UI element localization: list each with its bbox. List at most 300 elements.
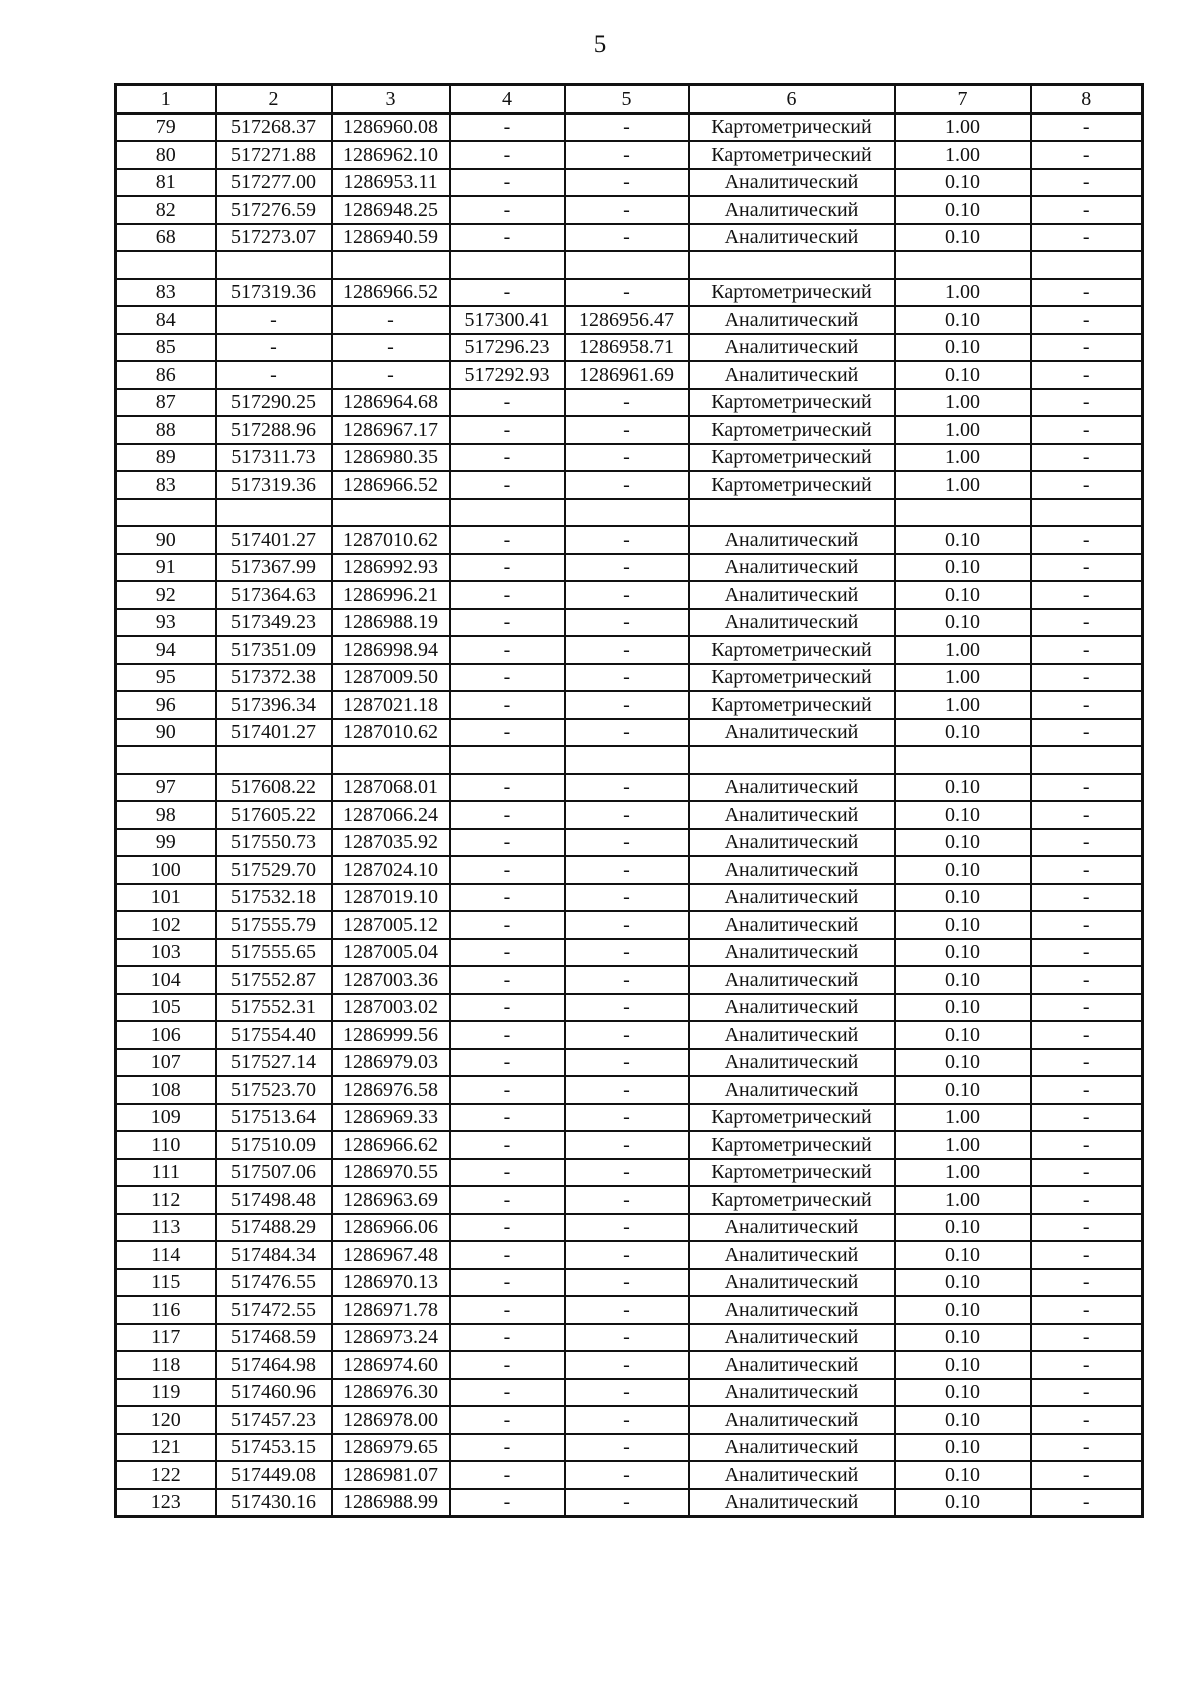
cell-point-number: 110 xyxy=(116,1131,216,1159)
cell-existing-x: 517364.63 xyxy=(216,581,332,609)
cell-existing-y: 1287005.12 xyxy=(332,911,450,939)
cell-method: Аналитический xyxy=(689,1296,895,1324)
cell-existing-y: 1286966.06 xyxy=(332,1214,450,1242)
cell-description: - xyxy=(1031,1324,1143,1352)
cell-method: Аналитический xyxy=(689,1269,895,1297)
cell-method: Аналитический xyxy=(689,1324,895,1352)
cell-existing-x: 517523.70 xyxy=(216,1076,332,1104)
table-row xyxy=(116,334,1143,362)
table-row xyxy=(116,1351,1143,1379)
table-row xyxy=(116,306,1143,334)
cell-accuracy: 1.00 xyxy=(895,691,1031,719)
column-header-2: 2 xyxy=(216,85,332,114)
cell-existing-y: 1286998.94 xyxy=(332,636,450,664)
table-row xyxy=(116,774,1143,802)
cell-new-y: - xyxy=(565,636,689,664)
cell-existing-y: 1286979.03 xyxy=(332,1049,450,1077)
cell-accuracy: 0.10 xyxy=(895,1434,1031,1462)
cell-description: - xyxy=(1031,911,1143,939)
cell-method: Аналитический xyxy=(689,801,895,829)
cell-description: - xyxy=(1031,1434,1143,1462)
cell-accuracy: 0.10 xyxy=(895,196,1031,224)
cell-description: - xyxy=(1031,994,1143,1022)
cell-point-number: 89 xyxy=(116,444,216,472)
cell-new-x: - xyxy=(450,196,565,224)
table-row-separator xyxy=(116,499,1143,527)
cell-accuracy xyxy=(895,746,1031,774)
table-row xyxy=(116,169,1143,197)
cell-accuracy: 0.10 xyxy=(895,334,1031,362)
cell-new-x: - xyxy=(450,1461,565,1489)
cell-new-y: - xyxy=(565,1461,689,1489)
cell-point-number: 112 xyxy=(116,1186,216,1214)
cell-point-number: 113 xyxy=(116,1214,216,1242)
cell-method: Аналитический xyxy=(689,1076,895,1104)
cell-new-x: - xyxy=(450,1131,565,1159)
cell-existing-y: 1287005.04 xyxy=(332,939,450,967)
cell-method xyxy=(689,251,895,279)
cell-new-y: - xyxy=(565,169,689,197)
cell-new-x: - xyxy=(450,554,565,582)
cell-new-x: - xyxy=(450,994,565,1022)
cell-point-number: 87 xyxy=(116,389,216,417)
cell-existing-x: 517453.15 xyxy=(216,1434,332,1462)
cell-accuracy: 0.10 xyxy=(895,1461,1031,1489)
table-row xyxy=(116,966,1143,994)
cell-existing-x: 517460.96 xyxy=(216,1379,332,1407)
cell-existing-x: 517271.88 xyxy=(216,141,332,169)
cell-method: Аналитический xyxy=(689,609,895,637)
cell-method: Аналитический xyxy=(689,939,895,967)
cell-point-number: 88 xyxy=(116,416,216,444)
cell-description: - xyxy=(1031,444,1143,472)
cell-method: Аналитический xyxy=(689,1351,895,1379)
cell-accuracy: 0.10 xyxy=(895,1296,1031,1324)
cell-new-x: - xyxy=(450,141,565,169)
cell-new-y: - xyxy=(565,856,689,884)
cell-new-y: - xyxy=(565,1049,689,1077)
cell-point-number xyxy=(116,746,216,774)
cell-accuracy: 0.10 xyxy=(895,1379,1031,1407)
cell-accuracy: 1.00 xyxy=(895,471,1031,499)
table-row xyxy=(116,416,1143,444)
cell-method: Аналитический xyxy=(689,581,895,609)
cell-existing-y: 1286966.52 xyxy=(332,279,450,307)
cell-new-x: - xyxy=(450,113,565,141)
cell-method: Аналитический xyxy=(689,911,895,939)
cell-method: Аналитический xyxy=(689,966,895,994)
cell-new-x: - xyxy=(450,1324,565,1352)
cell-existing-y: 1286973.24 xyxy=(332,1324,450,1352)
cell-method: Аналитический xyxy=(689,361,895,389)
cell-point-number: 117 xyxy=(116,1324,216,1352)
cell-point-number: 104 xyxy=(116,966,216,994)
cell-method: Картометрический xyxy=(689,1104,895,1132)
cell-existing-x: 517288.96 xyxy=(216,416,332,444)
cell-accuracy: 1.00 xyxy=(895,664,1031,692)
cell-method: Картометрический xyxy=(689,1186,895,1214)
cell-point-number: 120 xyxy=(116,1406,216,1434)
cell-point-number: 101 xyxy=(116,884,216,912)
cell-accuracy: 0.10 xyxy=(895,911,1031,939)
cell-existing-y: 1287021.18 xyxy=(332,691,450,719)
cell-new-x: - xyxy=(450,1296,565,1324)
cell-description: - xyxy=(1031,1269,1143,1297)
cell-accuracy: 0.10 xyxy=(895,1214,1031,1242)
cell-new-y: - xyxy=(565,526,689,554)
cell-method: Аналитический xyxy=(689,554,895,582)
cell-description: - xyxy=(1031,113,1143,141)
cell-existing-y: 1287010.62 xyxy=(332,526,450,554)
cell-method xyxy=(689,746,895,774)
cell-new-x: - xyxy=(450,1076,565,1104)
cell-method: Картометрический xyxy=(689,471,895,499)
cell-existing-x: 517472.55 xyxy=(216,1296,332,1324)
cell-description: - xyxy=(1031,1159,1143,1187)
cell-new-x: - xyxy=(450,911,565,939)
table-row xyxy=(116,884,1143,912)
cell-new-y: - xyxy=(565,829,689,857)
cell-method: Аналитический xyxy=(689,1461,895,1489)
cell-method xyxy=(689,499,895,527)
cell-existing-x xyxy=(216,499,332,527)
cell-accuracy: 0.10 xyxy=(895,994,1031,1022)
cell-new-x: - xyxy=(450,416,565,444)
cell-point-number: 95 xyxy=(116,664,216,692)
page-number: 5 xyxy=(593,31,607,58)
cell-existing-x: 517507.06 xyxy=(216,1159,332,1187)
cell-existing-y: 1286940.59 xyxy=(332,224,450,252)
cell-new-y xyxy=(565,251,689,279)
cell-description: - xyxy=(1031,471,1143,499)
table-row xyxy=(116,1049,1143,1077)
cell-description xyxy=(1031,499,1143,527)
cell-new-y: 1286961.69 xyxy=(565,361,689,389)
cell-point-number: 93 xyxy=(116,609,216,637)
cell-method: Аналитический xyxy=(689,884,895,912)
cell-new-y: - xyxy=(565,113,689,141)
cell-description: - xyxy=(1031,1241,1143,1269)
cell-description: - xyxy=(1031,224,1143,252)
cell-point-number: 86 xyxy=(116,361,216,389)
cell-accuracy: 1.00 xyxy=(895,1159,1031,1187)
cell-accuracy: 0.10 xyxy=(895,1269,1031,1297)
cell-point-number: 99 xyxy=(116,829,216,857)
cell-existing-x: 517449.08 xyxy=(216,1461,332,1489)
cell-method: Аналитический xyxy=(689,1021,895,1049)
cell-description: - xyxy=(1031,334,1143,362)
cell-accuracy: 1.00 xyxy=(895,416,1031,444)
cell-new-x: - xyxy=(450,526,565,554)
cell-existing-y: 1286971.78 xyxy=(332,1296,450,1324)
cell-new-x: - xyxy=(450,224,565,252)
cell-existing-y: 1287009.50 xyxy=(332,664,450,692)
table-row xyxy=(116,801,1143,829)
cell-new-y: - xyxy=(565,1186,689,1214)
cell-existing-x: 517468.59 xyxy=(216,1324,332,1352)
cell-existing-x: 517430.16 xyxy=(216,1489,332,1517)
cell-new-y: - xyxy=(565,554,689,582)
cell-description: - xyxy=(1031,939,1143,967)
cell-description: - xyxy=(1031,1379,1143,1407)
cell-point-number: 122 xyxy=(116,1461,216,1489)
cell-new-x: - xyxy=(450,1351,565,1379)
cell-new-x: - xyxy=(450,1434,565,1462)
cell-new-x: - xyxy=(450,279,565,307)
cell-new-x: - xyxy=(450,1406,565,1434)
table-row xyxy=(116,1104,1143,1132)
cell-new-x: - xyxy=(450,1214,565,1242)
cell-new-y: - xyxy=(565,966,689,994)
cell-accuracy: 1.00 xyxy=(895,279,1031,307)
cell-new-y: - xyxy=(565,719,689,747)
cell-method: Аналитический xyxy=(689,1489,895,1517)
cell-existing-y: 1286992.93 xyxy=(332,554,450,582)
cell-existing-y: 1286980.35 xyxy=(332,444,450,472)
cell-existing-y: 1286966.62 xyxy=(332,1131,450,1159)
cell-method: Аналитический xyxy=(689,306,895,334)
cell-existing-y: 1286970.13 xyxy=(332,1269,450,1297)
cell-point-number: 114 xyxy=(116,1241,216,1269)
table-row xyxy=(116,444,1143,472)
table-row xyxy=(116,939,1143,967)
cell-description: - xyxy=(1031,306,1143,334)
cell-existing-y: - xyxy=(332,306,450,334)
table-row xyxy=(116,389,1143,417)
cell-existing-x: 517605.22 xyxy=(216,801,332,829)
cell-existing-x: - xyxy=(216,361,332,389)
table-row xyxy=(116,1296,1143,1324)
cell-point-number: 96 xyxy=(116,691,216,719)
cell-description xyxy=(1031,746,1143,774)
cell-accuracy: 0.10 xyxy=(895,939,1031,967)
cell-accuracy: 0.10 xyxy=(895,1241,1031,1269)
cell-accuracy: 1.00 xyxy=(895,389,1031,417)
cell-new-y: - xyxy=(565,994,689,1022)
cell-new-y: - xyxy=(565,664,689,692)
cell-existing-y: 1287024.10 xyxy=(332,856,450,884)
cell-point-number: 90 xyxy=(116,526,216,554)
cell-new-x: - xyxy=(450,691,565,719)
cell-existing-x: 517532.18 xyxy=(216,884,332,912)
cell-new-y: - xyxy=(565,691,689,719)
cell-existing-x: 517277.00 xyxy=(216,169,332,197)
cell-new-x: - xyxy=(450,1104,565,1132)
table-row xyxy=(116,994,1143,1022)
cell-existing-y: 1286963.69 xyxy=(332,1186,450,1214)
cell-point-number: 115 xyxy=(116,1269,216,1297)
table-row xyxy=(116,1434,1143,1462)
table-row xyxy=(116,911,1143,939)
cell-new-x: - xyxy=(450,664,565,692)
cell-accuracy: 0.10 xyxy=(895,1489,1031,1517)
cell-method: Картометрический xyxy=(689,1131,895,1159)
cell-accuracy: 1.00 xyxy=(895,444,1031,472)
cell-point-number: 102 xyxy=(116,911,216,939)
cell-point-number: 108 xyxy=(116,1076,216,1104)
cell-existing-x: 517401.27 xyxy=(216,526,332,554)
cell-new-y: - xyxy=(565,444,689,472)
cell-existing-y: 1286967.17 xyxy=(332,416,450,444)
cell-method: Аналитический xyxy=(689,1434,895,1462)
cell-accuracy: 0.10 xyxy=(895,719,1031,747)
cell-existing-x: 517319.36 xyxy=(216,471,332,499)
cell-description: - xyxy=(1031,691,1143,719)
cell-accuracy: 0.10 xyxy=(895,801,1031,829)
cell-existing-x: 517311.73 xyxy=(216,444,332,472)
cell-new-x: - xyxy=(450,1269,565,1297)
cell-accuracy xyxy=(895,251,1031,279)
table-row xyxy=(116,1021,1143,1049)
cell-new-y: - xyxy=(565,1489,689,1517)
cell-existing-y: 1286964.68 xyxy=(332,389,450,417)
cell-new-y: - xyxy=(565,389,689,417)
cell-new-x: - xyxy=(450,389,565,417)
cell-point-number: 123 xyxy=(116,1489,216,1517)
cell-point-number: 81 xyxy=(116,169,216,197)
cell-existing-x: 517552.87 xyxy=(216,966,332,994)
cell-new-x: - xyxy=(450,719,565,747)
cell-existing-y: 1287068.01 xyxy=(332,774,450,802)
cell-new-x: - xyxy=(450,939,565,967)
cell-description: - xyxy=(1031,1461,1143,1489)
cell-description: - xyxy=(1031,966,1143,994)
table-row xyxy=(116,279,1143,307)
cell-new-y xyxy=(565,499,689,527)
cell-point-number: 83 xyxy=(116,279,216,307)
cell-existing-y: - xyxy=(332,361,450,389)
cell-method: Аналитический xyxy=(689,994,895,1022)
cell-description: - xyxy=(1031,554,1143,582)
cell-new-y: - xyxy=(565,581,689,609)
cell-method: Аналитический xyxy=(689,1214,895,1242)
cell-method: Картометрический xyxy=(689,664,895,692)
cell-description: - xyxy=(1031,1296,1143,1324)
cell-new-x: - xyxy=(450,1186,565,1214)
cell-description: - xyxy=(1031,141,1143,169)
cell-point-number xyxy=(116,499,216,527)
cell-point-number: 90 xyxy=(116,719,216,747)
cell-point-number: 100 xyxy=(116,856,216,884)
table-row xyxy=(116,1379,1143,1407)
cell-existing-x: 517529.70 xyxy=(216,856,332,884)
cell-existing-x: 517484.34 xyxy=(216,1241,332,1269)
cell-new-y: - xyxy=(565,1269,689,1297)
cell-existing-x: 517268.37 xyxy=(216,113,332,141)
cell-point-number: 80 xyxy=(116,141,216,169)
table-row xyxy=(116,1214,1143,1242)
cell-existing-x: 517488.29 xyxy=(216,1214,332,1242)
cell-new-x: - xyxy=(450,856,565,884)
cell-description: - xyxy=(1031,1104,1143,1132)
cell-existing-y xyxy=(332,746,450,774)
cell-point-number: 68 xyxy=(116,224,216,252)
cell-existing-y: 1287010.62 xyxy=(332,719,450,747)
cell-method: Аналитический xyxy=(689,774,895,802)
cell-description: - xyxy=(1031,1214,1143,1242)
cell-point-number: 92 xyxy=(116,581,216,609)
cell-existing-y: 1286979.65 xyxy=(332,1434,450,1462)
cell-existing-x: 517273.07 xyxy=(216,224,332,252)
cell-description: - xyxy=(1031,719,1143,747)
cell-existing-y: 1286966.52 xyxy=(332,471,450,499)
cell-existing-x: 517510.09 xyxy=(216,1131,332,1159)
cell-existing-x: 517396.34 xyxy=(216,691,332,719)
cell-point-number: 83 xyxy=(116,471,216,499)
cell-new-x: - xyxy=(450,774,565,802)
cell-accuracy: 0.10 xyxy=(895,1406,1031,1434)
cell-new-x: - xyxy=(450,801,565,829)
cell-existing-x: 517351.09 xyxy=(216,636,332,664)
cell-new-x: - xyxy=(450,581,565,609)
table-row xyxy=(116,554,1143,582)
cell-accuracy: 0.10 xyxy=(895,884,1031,912)
table-row xyxy=(116,1159,1143,1187)
cell-new-x: - xyxy=(450,1049,565,1077)
cell-new-x: - xyxy=(450,444,565,472)
cell-point-number: 91 xyxy=(116,554,216,582)
cell-description: - xyxy=(1031,1021,1143,1049)
cell-method: Аналитический xyxy=(689,1241,895,1269)
cell-new-x: - xyxy=(450,1159,565,1187)
cell-point-number: 85 xyxy=(116,334,216,362)
cell-new-y xyxy=(565,746,689,774)
cell-description: - xyxy=(1031,829,1143,857)
coordinates-table xyxy=(114,83,1144,1518)
cell-method: Аналитический xyxy=(689,224,895,252)
cell-accuracy: 0.10 xyxy=(895,1049,1031,1077)
cell-description: - xyxy=(1031,856,1143,884)
cell-new-x xyxy=(450,499,565,527)
table-row xyxy=(116,1186,1143,1214)
cell-description: - xyxy=(1031,389,1143,417)
cell-existing-y: 1286988.99 xyxy=(332,1489,450,1517)
column-header-8: 8 xyxy=(1031,85,1143,114)
cell-existing-x: - xyxy=(216,306,332,334)
cell-accuracy: 0.10 xyxy=(895,774,1031,802)
cell-accuracy: 0.10 xyxy=(895,966,1031,994)
cell-existing-y: 1286976.30 xyxy=(332,1379,450,1407)
cell-existing-x: 517401.27 xyxy=(216,719,332,747)
cell-existing-y: 1286981.07 xyxy=(332,1461,450,1489)
cell-description: - xyxy=(1031,1351,1143,1379)
column-header-5: 5 xyxy=(565,85,689,114)
table-row xyxy=(116,196,1143,224)
cell-accuracy: 1.00 xyxy=(895,636,1031,664)
cell-new-y: - xyxy=(565,471,689,499)
cell-new-x xyxy=(450,746,565,774)
cell-existing-y: 1286962.10 xyxy=(332,141,450,169)
cell-point-number: 94 xyxy=(116,636,216,664)
cell-method: Аналитический xyxy=(689,1049,895,1077)
cell-method: Картометрический xyxy=(689,691,895,719)
cell-existing-y: 1286988.19 xyxy=(332,609,450,637)
cell-existing-x: 517276.59 xyxy=(216,196,332,224)
cell-description: - xyxy=(1031,774,1143,802)
cell-accuracy: 0.10 xyxy=(895,361,1031,389)
cell-accuracy: 1.00 xyxy=(895,113,1031,141)
cell-description: - xyxy=(1031,1489,1143,1517)
cell-point-number: 116 xyxy=(116,1296,216,1324)
table-row xyxy=(116,1131,1143,1159)
table-row xyxy=(116,609,1143,637)
table-body xyxy=(116,85,1143,1517)
cell-method: Аналитический xyxy=(689,719,895,747)
table-row xyxy=(116,1324,1143,1352)
table-row xyxy=(116,691,1143,719)
cell-point-number: 119 xyxy=(116,1379,216,1407)
cell-new-y: - xyxy=(565,1021,689,1049)
